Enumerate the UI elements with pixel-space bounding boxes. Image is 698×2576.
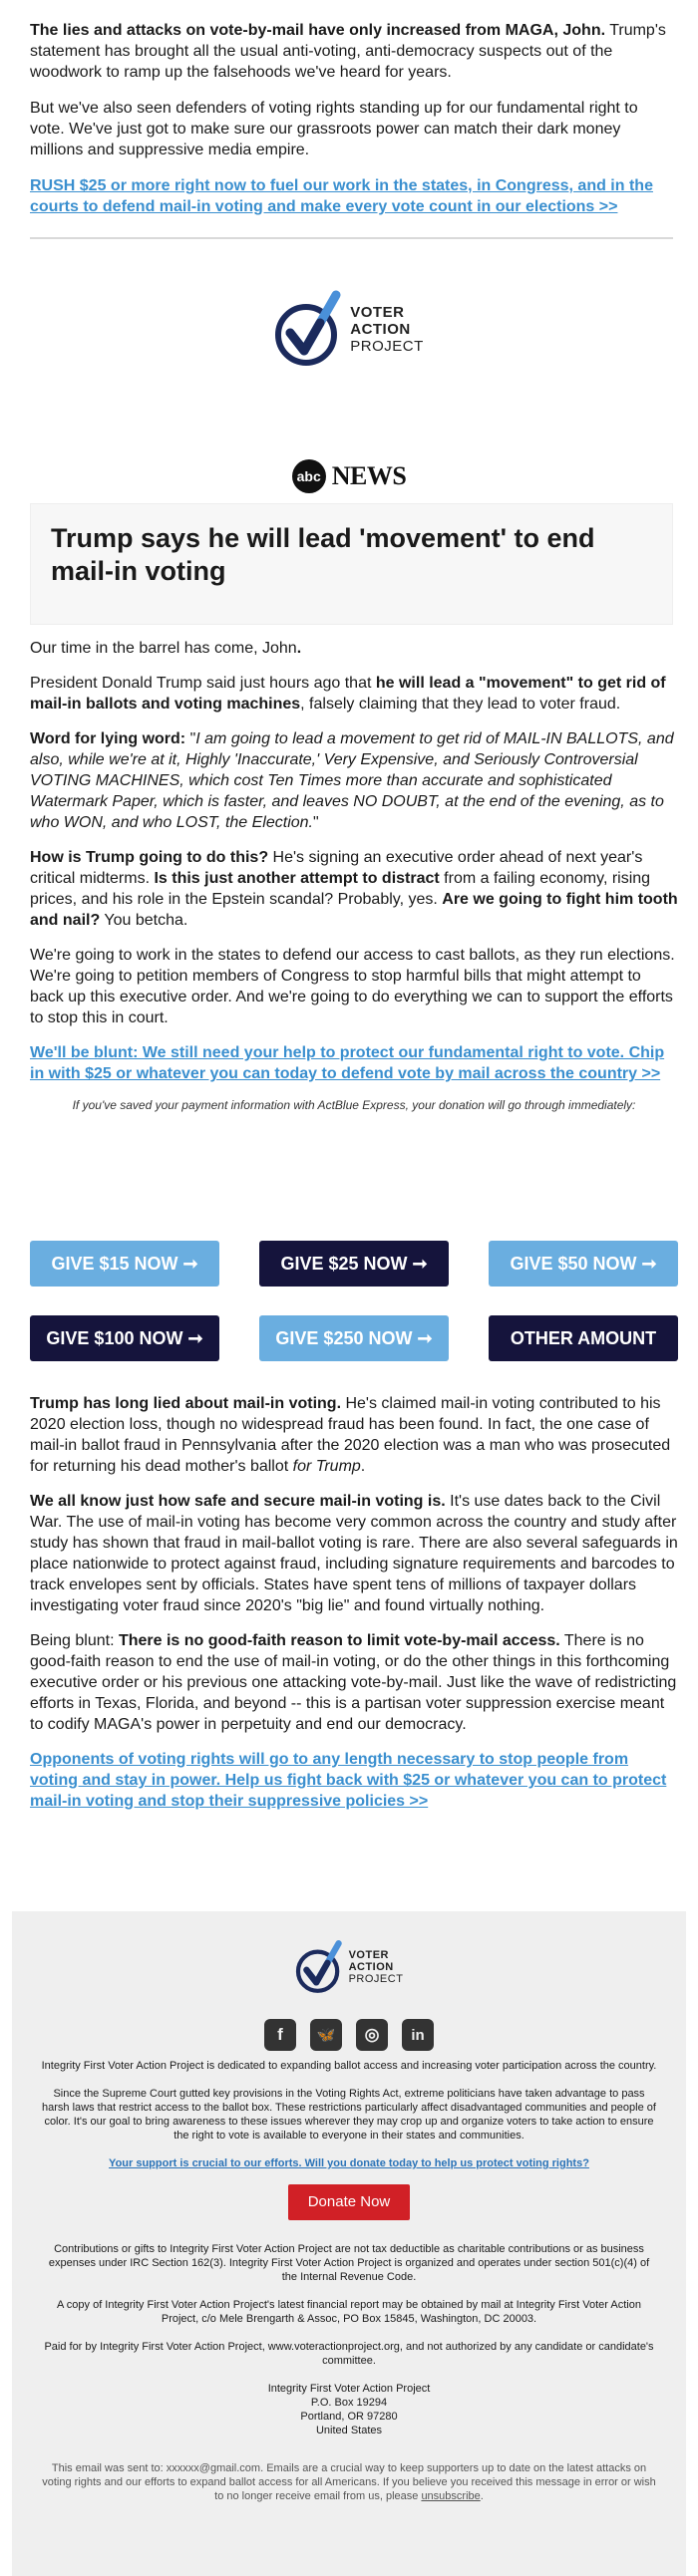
article-title-card [30,503,673,625]
body-p6-a: Trump has long lied about mail-in voting. [30,1395,342,1412]
body-p4-a: How is Trump going to do this? [30,849,269,866]
footer-address [40,2382,658,2437]
body-paragraph-1 [30,638,678,659]
logo-line-2: ACTION [350,320,411,338]
voter-action-project-logo [20,284,678,374]
give-25-button[interactable]: GIVE $25 NOW ➞ [259,1241,449,1287]
footer-logo-wordmark [349,1949,404,1985]
facebook-icon[interactable]: f [264,2019,296,2051]
body-p6-b: He's claimed mail-in voting contributed to his 2020 election loss, though no widespread fraud has been found. In fact, the one case of mail-in ballot fraud in Pennsylvania after the 2020 election was a man who was prosecuted for returning his dead mother's ballot [30,1395,671,1475]
footer-logo-line-3: PROJECT [348,1973,404,1985]
body-p1-end: . [296,640,302,657]
footer-financial-report: A copy of Integrity First Voter Action Project's latest financial report may be obtained by mail at Integrity First Voter Action Project, c/o Mele Brengarth & Assoc, PO Box 15845, Washington, DC 20003. [57,2299,641,2325]
body-p4-d: from a failing economy, rising prices, and his role in the Epstein scandal? Probably, yes. [30,870,651,908]
footer-address-line: P.O. Box 19294 [310,2397,388,2409]
body-p7-a: We all know just how safe and secure mail-in voting is. [30,1493,446,1510]
body-p2-c: , falsely claiming that they lead to voter fraud. [300,696,621,713]
footer-mission: Integrity First Voter Action Project is dedicated to expanding ballot access and increasing voter participation across the country. [41,2060,657,2072]
body-paragraph-2 [30,673,678,715]
footer-address-line: Portland, OR 97280 [300,2411,398,2423]
logo-line-3: PROJECT [350,337,424,355]
linkedin-icon[interactable]: in [402,2019,434,2051]
body-p7-b: It's use dates back to the Civil War. The use of mail-in voting has become very common across the country and study after study has shown that fraud in mail-ballot voting is rare. There are also several safeguards in place nationwide to protect against fraud, including signature requirements and barcodes to track envelopes sent by officials. States have spent tens of millions of taxpayer dollars investigating voter fraud since 2020's "big lie" and found virtually nothing. [30,1493,678,1614]
body-paragraph-7 [30,1491,678,1616]
footer-paid-for: Paid for by Integrity First Voter Action Project, www.voteractionproject.org, and not authorized by any candidate or candidate's committee. [44,2341,654,2367]
body-paragraph-4 [30,847,678,931]
footer-logo-line-2: ACTION [348,1961,394,1973]
social-links [12,2019,686,2051]
bluesky-icon[interactable]: 🦋 [310,2019,342,2051]
donate-link-fight-back-25[interactable]: Opponents of voting rights will go to any length necessary to stop people from voting and stay in power. Help us fight back with $25 or whatever you can to protect mail-in voting and stop their suppressive policies >> [30,1751,667,1810]
recipient-email: xxxxxx@gmail.com [166,2462,261,2474]
intro-heading: The lies and attacks on vote-by-mail have only increased from MAGA, John. [30,22,606,39]
body-paragraph-3 [30,728,678,833]
body-p4-f: You betcha. [100,912,188,929]
sent-to-end: . [480,2490,484,2502]
trump-quote: I am going to lead a movement to get rid of MAIL-IN BALLOTS, and also, while we're at it, Highly 'Inaccurate,' Very Expensive, and Seriously Controversial VOTING MACHINES, which cost Ten Times more than accurate and sophisticated Watermark Paper, which is faster, and leaves NO DOUBT, at the end of the evening, as to who WON, and who LOST, the Election. [30,730,674,831]
sent-to-rest: . Emails are a crucial way to keep supporters up to date on the latest attacks on voting rights and our efforts to expand ballot access for all Americans. If you believe you received this message in error or wish to no longer receive email from us, please [42,2462,656,2502]
body-p8-b: There is no good-faith reason to limit vote-by-mail access. [118,1632,560,1649]
body-paragraph-8 [30,1630,678,1735]
donate-link-chip-in-25[interactable]: We'll be blunt: We still need your help to protect our fundamental right to vote. Chip in with $25 or whatever you can today to defend vote by mail across the country >> [30,1044,665,1082]
body-p6-c: for Trump [292,1458,361,1475]
footer-logo-line-1: VOTER [348,1949,389,1961]
donation-button-row-1 [30,1241,678,1287]
body-p2-b: he will lead a "movement" to get rid of mail-in ballots and voting machines [30,675,666,713]
main-body [30,638,678,1113]
sent-to-prefix: This email was sent to: [51,2462,167,2474]
intro-paragraph-1 [30,20,673,83]
article-title: Trump says he will lead 'movement' to end mail-in voting [51,523,595,586]
body-p8-a: Being blunt: [30,1632,119,1649]
give-100-button[interactable]: GIVE $100 NOW ➞ [30,1315,219,1361]
intro-section [30,20,673,239]
footer-sent-to [40,2461,658,2503]
divider [30,237,673,239]
donation-buttons [30,1241,678,1361]
donate-now-button[interactable]: Donate Now [288,2184,411,2220]
footer-tax-disclaimer: Contributions or gifts to Integrity First Voter Action Project are not tax deductible as charitable contributions or as business expenses under IRC Section 162(3). Integrity First Voter Action Project is organized and operates under section 501(c)(4) of the Internal Revenue Code. [48,2243,650,2283]
body-p3-d: " [313,814,319,831]
body-p4-e: Are we going to fight him tooth and nail? [30,891,678,929]
footer-text [40,2059,658,2503]
logo-wordmark [350,304,424,355]
logo-line-1: VOTER [350,303,405,321]
body-p8-c: There is no good-faith reason to end the use of mail-in voting, or do the other things in this forthcoming executive order or his previous one attacking vote-by-mail. Just like the wave of redistricting efforts in Texas, Florida, and beyond -- this is a partisan voter suppression exercise meant to codify MAGA's power in perpetuity and end our democracy. [30,1632,677,1733]
intro-paragraph-2: But we've also seen defenders of voting rights standing up for our fundamental right to vote. We've just got to make sure our grassroots power can match their dark money millions and suppressive media empire. [30,100,638,158]
body-p3-a: Word for lying word: [30,730,186,747]
footer [12,1911,686,2576]
body-p3-b: " [185,730,196,747]
donation-button-row-2 [30,1315,678,1361]
body-p4-b: He's signing an executive order ahead of next year's critical midterms. [30,849,643,887]
donate-link-rush-25[interactable]: RUSH $25 or more right now to fuel our work in the states, in Congress, and in the courts to defend mail-in voting and make every vote count in our elections >> [30,177,653,215]
body-p6-d: . [360,1458,366,1475]
checkmark-circle-logo-icon [274,289,342,369]
instagram-icon[interactable]: ◎ [356,2019,388,2051]
other-amount-button[interactable]: OTHER AMOUNT [489,1315,678,1361]
abc-news-logo [20,456,678,496]
unsubscribe-link[interactable]: unsubscribe [421,2490,481,2502]
body-p1-text: Our time in the barrel has come, John [30,640,297,657]
body-paragraph-5: We're going to work in the states to defend our access to cast ballots, as they run elections. We're going to petition members of Congress to stop harmful bills that might attempt to back up this executive order. And we're going to do everything we can to support the efforts to stop this in court. [30,947,675,1026]
give-15-button[interactable]: GIVE $15 NOW ➞ [30,1241,219,1287]
main-body-2 [30,1393,678,1812]
abc-news-wordmark: NEWS [331,461,407,490]
actblue-express-note: If you've saved your payment information with ActBlue Express, your donation will go through immediately: [72,1098,636,1112]
give-50-button[interactable]: GIVE $50 NOW ➞ [489,1241,678,1287]
footer-support-link[interactable]: Your support is crucial to our efforts. Will you donate today to help us protect voting rights? [109,2157,589,2169]
footer-logo [12,1935,686,1999]
intro-paragraph-1-rest: Trump's statement has brought all the usual anti-voting, anti-democracy suspects out of the woodwork to ramp up the falsehoods we've heard for years. [30,22,666,81]
footer-address-line: Integrity First Voter Action Project [267,2383,431,2395]
give-250-button[interactable]: GIVE $250 NOW ➞ [259,1315,449,1361]
footer-context: Since the Supreme Court gutted key provisions in the Voting Rights Act, extreme politicians have taken advantage to pass harsh laws that restrict access to the ballot box. These restrictions particularly affect disadvantaged communities and people of color. It's our goal to bring awareness to these issues wherever they may crop up and organize voters to take action to ensure the right to vote is available to everyone in their states and communities. [42,2088,656,2142]
abc-circle-icon: abc [292,459,326,493]
footer-address-line: United States [315,2425,383,2436]
body-paragraph-6 [30,1393,678,1477]
body-p4-c: Is this just another attempt to distract [154,870,440,887]
body-p2-a: President Donald Trump said just hours ago that [30,675,376,692]
footer-checkmark-logo-icon [295,1939,343,1995]
